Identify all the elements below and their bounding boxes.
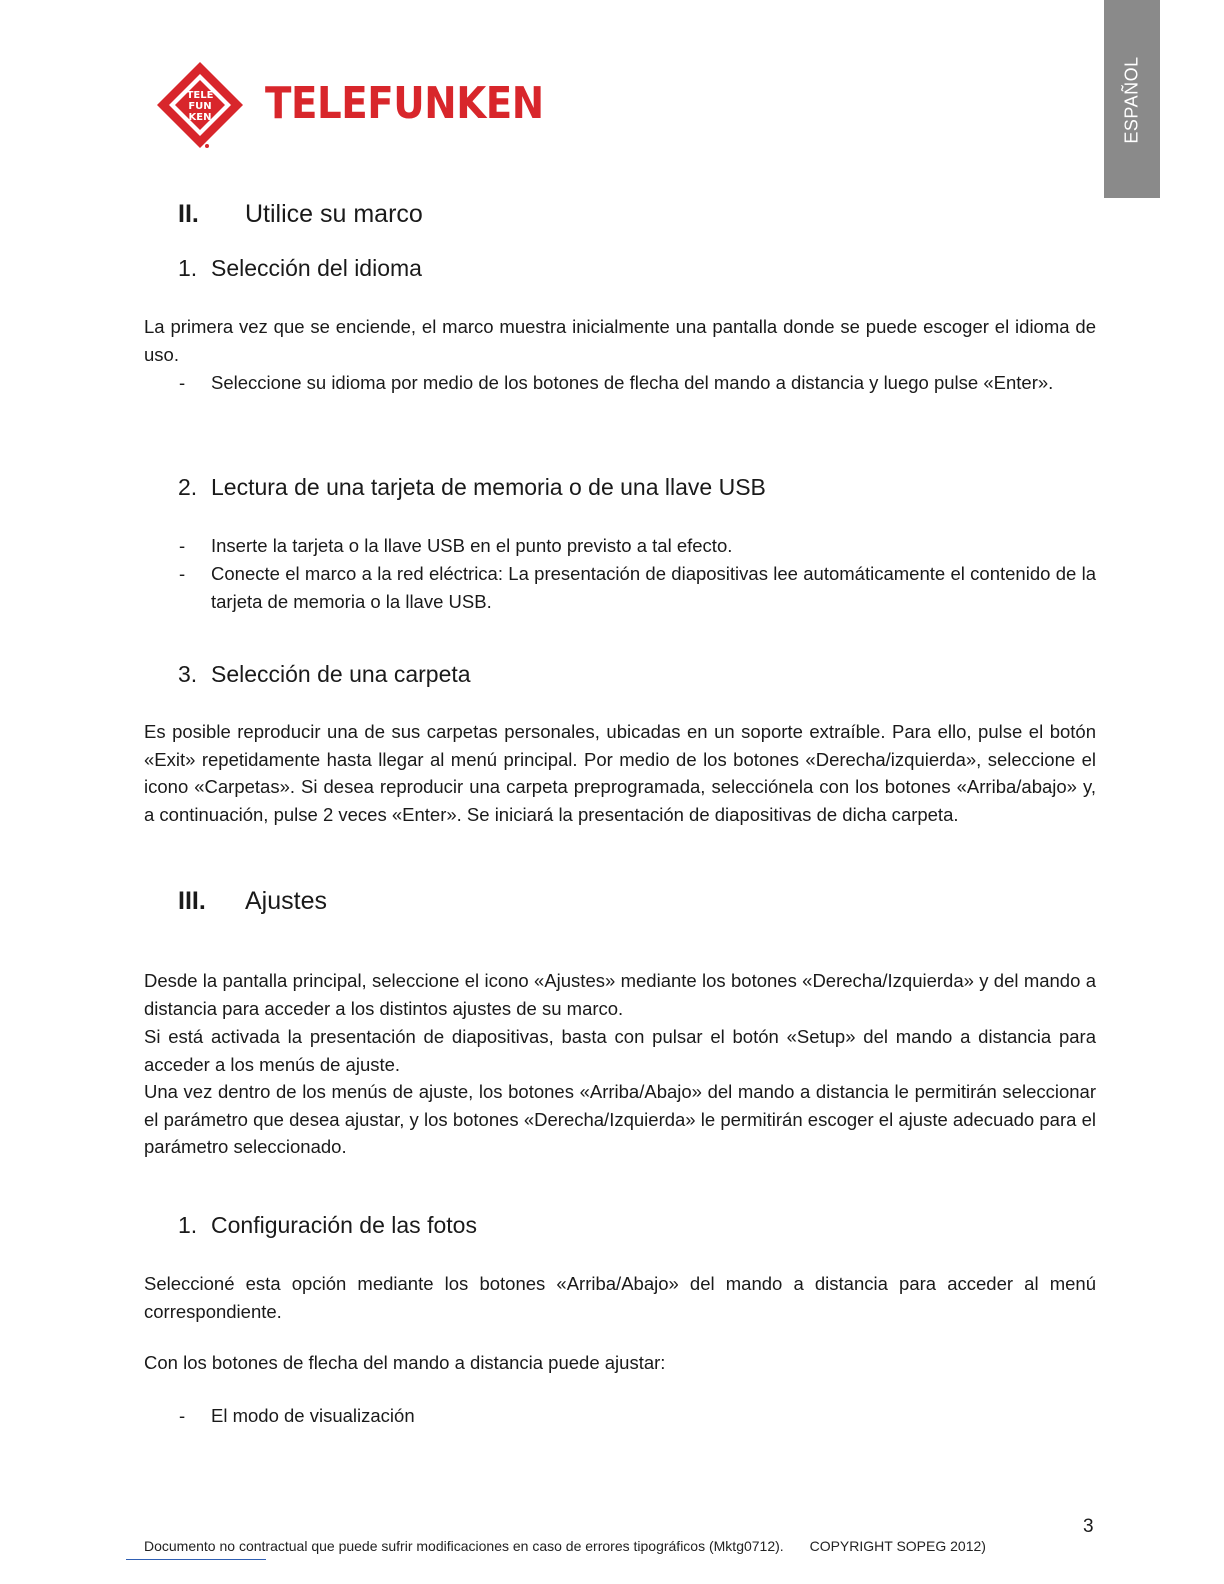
bullet-dash: -: [179, 563, 186, 584]
list-item: [144, 369, 1096, 397]
subsection-number: 1.: [178, 1212, 198, 1238]
paragraph: La primera vez que se enciende, el marco muestra inicialmente una pantalla donde se puede escoger el idioma de uso.: [144, 316, 1096, 365]
list-item-text: Inserte la tarjeta o la llave USB en el punto previsto a tal efecto.: [211, 535, 733, 556]
subsection-title: Configuración de las fotos: [211, 1212, 477, 1238]
bullet-dash: -: [179, 1405, 186, 1426]
paragraph: Seleccioné esta opción mediante los botones «Arriba/Abajo» del mando a distancia para acceder al menú correspondiente.: [144, 1273, 1096, 1322]
footer-copyright: COPYRIGHT SOPEG 2012): [809, 1538, 986, 1554]
list-item: [144, 532, 1096, 560]
paragraph: Es posible reproducir una de sus carpetas personales, ubicadas en un soporte extraíble. Para ello, pulse el botón «Exit» repetidamente hasta llegar al menú principal. Por medio de los botones «Derecha/izquierda», seleccione el icono «Carpetas». Si desea reproducir una carpeta preprogramada, selecciónela con los botones «Arriba/abajo» y, a continuación, pulse 2 veces «Enter». Se iniciará la presentación de diapositivas de dicha carpeta.: [144, 721, 1096, 825]
svg-text:TELE: TELE: [186, 90, 214, 101]
telefunken-emblem-icon: [155, 60, 245, 150]
logo-wordmark: TELEFUNKEN: [265, 78, 544, 129]
section-iii-heading: [178, 887, 578, 919]
svg-text:FUN: FUN: [188, 101, 212, 112]
footer: [144, 1538, 986, 1554]
footer-disclaimer: Documento no contractual que puede sufrir modificaciones en caso de errores tipográficos (Mktg0712).: [144, 1538, 784, 1554]
list-item: [144, 560, 1096, 615]
paragraph: Con los botones de flecha del mando a distancia puede ajustar:: [144, 1352, 666, 1373]
subsection-number: 3.: [178, 661, 198, 687]
paragraph: Si está activada la presentación de diapositivas, basta con pulsar el botón «Setup» del mando a distancia para acceder a los menús de ajuste.: [144, 1026, 1096, 1075]
svg-text:KEN: KEN: [188, 112, 212, 123]
language-tab: [1104, 0, 1160, 198]
subsection-title: Lectura de una tarjeta de memoria o de una llave USB: [211, 474, 766, 500]
subsection-title: Selección de una carpeta: [211, 661, 471, 687]
list-item: [144, 1402, 1096, 1430]
section-number: II.: [178, 200, 199, 228]
section-title: Ajustes: [245, 887, 327, 915]
page-number: 3: [1083, 1516, 1094, 1537]
list-item-text: Seleccione su idioma por medio de los botones de flecha del mando a distancia y luego pulse «Enter».: [211, 372, 1054, 393]
paragraph: Desde la pantalla principal, seleccione el icono «Ajustes» mediante los botones «Derecha/Izquierda» y del mando a distancia para acceder a los distintos ajustes de su marco.: [144, 970, 1096, 1019]
bullet-dash: -: [179, 372, 186, 393]
section-title: Utilice su marco: [245, 200, 423, 228]
subsection-number: 1.: [178, 255, 198, 281]
language-tab-label: ESPAÑOL: [1121, 56, 1142, 144]
section-ii-heading: [178, 200, 578, 232]
section-number: III.: [178, 887, 206, 915]
list-item-text: El modo de visualización: [211, 1405, 415, 1426]
bullet-dash: -: [179, 535, 186, 556]
list-item-text: Conecte el marco a la red eléctrica: La presentación de diapositivas lee automáticamente el contenido de la tarjeta de memoria o la llave USB.: [211, 563, 1096, 612]
subsection-title: Selección del idioma: [211, 255, 422, 281]
footer-rule: [126, 1559, 266, 1560]
subsection-number: 2.: [178, 474, 198, 500]
paragraph: Una vez dentro de los menús de ajuste, los botones «Arriba/Abajo» del mando a distancia le permitirán seleccionar el parámetro que desea ajustar, y los botones «Derecha/Izquierda» le permitirán escoger el ajuste adecuado para el parámetro seleccionado.: [144, 1081, 1096, 1158]
